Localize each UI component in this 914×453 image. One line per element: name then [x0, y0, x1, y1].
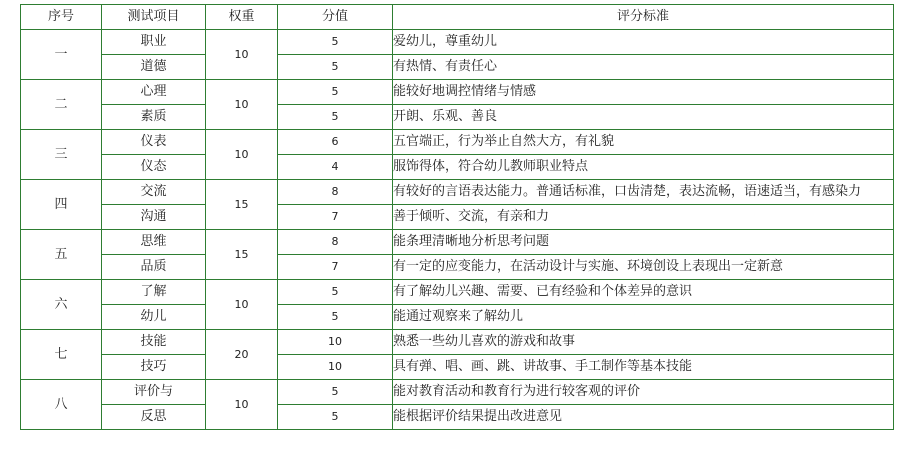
item-cell: 交流 [102, 180, 206, 205]
criteria-cell: 能较好地调控情绪与情感 [393, 80, 894, 105]
item-cell: 素质 [102, 105, 206, 130]
weight-cell: 20 [206, 330, 278, 380]
item-cell: 幼儿 [102, 305, 206, 330]
item-cell: 技巧 [102, 355, 206, 380]
item-cell: 道德 [102, 55, 206, 80]
item-cell: 评价与 [102, 380, 206, 405]
table-row [21, 230, 894, 255]
criteria-cell: 有了解幼儿兴趣、需要、已有经验和个体差异的意识 [393, 280, 894, 305]
item-cell: 思维 [102, 230, 206, 255]
weight-cell: 10 [206, 80, 278, 130]
criteria-cell: 有较好的言语表达能力。普通话标准，口齿清楚，表达流畅，语速适当，有感染力 [393, 180, 894, 205]
group-seq: 二 [21, 80, 102, 130]
table-row [21, 105, 894, 130]
table-row [21, 205, 894, 230]
header-score: 分值 [278, 5, 393, 30]
table-row [21, 405, 894, 430]
header-criteria: 评分标准 [393, 5, 894, 30]
score-cell: 5 [278, 405, 393, 430]
criteria-cell: 能条理清晰地分析思考问题 [393, 230, 894, 255]
score-cell: 5 [278, 105, 393, 130]
table-row [21, 355, 894, 380]
criteria-cell: 五官端正，行为举止自然大方，有礼貌 [393, 130, 894, 155]
score-cell: 5 [278, 305, 393, 330]
table-row [21, 255, 894, 280]
score-cell: 8 [278, 180, 393, 205]
table-row [21, 330, 894, 355]
item-cell: 反思 [102, 405, 206, 430]
score-cell: 5 [278, 80, 393, 105]
scoring-table [20, 4, 894, 430]
weight-cell: 10 [206, 280, 278, 330]
table-row [21, 305, 894, 330]
criteria-cell: 有一定的应变能力，在活动设计与实施、环境创设上表现出一定新意 [393, 255, 894, 280]
criteria-cell: 爱幼儿，尊重幼儿 [393, 30, 894, 55]
header-row [21, 5, 894, 30]
score-cell: 8 [278, 230, 393, 255]
item-cell: 心理 [102, 80, 206, 105]
group-seq: 一 [21, 30, 102, 80]
weight-cell: 10 [206, 380, 278, 430]
item-cell: 仪态 [102, 155, 206, 180]
criteria-cell: 服饰得体，符合幼儿教师职业特点 [393, 155, 894, 180]
table-row [21, 80, 894, 105]
group-seq: 三 [21, 130, 102, 180]
criteria-cell: 有热情、有责任心 [393, 55, 894, 80]
table-row [21, 380, 894, 405]
weight-cell: 15 [206, 230, 278, 280]
weight-cell: 10 [206, 30, 278, 80]
score-cell: 5 [278, 55, 393, 80]
criteria-cell: 开朗、乐观、善良 [393, 105, 894, 130]
criteria-cell: 能根据评价结果提出改进意见 [393, 405, 894, 430]
criteria-cell: 具有弹、唱、画、跳、讲故事、手工制作等基本技能 [393, 355, 894, 380]
criteria-cell: 能对教育活动和教育行为进行较客观的评价 [393, 380, 894, 405]
weight-cell: 15 [206, 180, 278, 230]
table-row [21, 130, 894, 155]
table-row [21, 55, 894, 80]
criteria-cell: 熟悉一些幼儿喜欢的游戏和故事 [393, 330, 894, 355]
table-row [21, 155, 894, 180]
item-cell: 仪表 [102, 130, 206, 155]
score-cell: 7 [278, 255, 393, 280]
score-cell: 10 [278, 355, 393, 380]
header-seq: 序号 [21, 5, 102, 30]
group-seq: 五 [21, 230, 102, 280]
score-cell: 10 [278, 330, 393, 355]
score-cell: 4 [278, 155, 393, 180]
table-body [21, 30, 894, 430]
table-row [21, 280, 894, 305]
table-row [21, 30, 894, 55]
weight-cell: 10 [206, 130, 278, 180]
criteria-cell: 能通过观察来了解幼儿 [393, 305, 894, 330]
header-weight: 权重 [206, 5, 278, 30]
header-item: 测试项目 [102, 5, 206, 30]
group-seq: 六 [21, 280, 102, 330]
group-seq: 八 [21, 380, 102, 430]
table-row [21, 180, 894, 205]
item-cell: 职业 [102, 30, 206, 55]
item-cell: 了解 [102, 280, 206, 305]
item-cell: 沟通 [102, 205, 206, 230]
score-cell: 5 [278, 380, 393, 405]
item-cell: 品质 [102, 255, 206, 280]
score-cell: 5 [278, 30, 393, 55]
score-cell: 7 [278, 205, 393, 230]
group-seq: 七 [21, 330, 102, 380]
item-cell: 技能 [102, 330, 206, 355]
score-cell: 6 [278, 130, 393, 155]
criteria-cell: 善于倾听、交流，有亲和力 [393, 205, 894, 230]
score-cell: 5 [278, 280, 393, 305]
group-seq: 四 [21, 180, 102, 230]
